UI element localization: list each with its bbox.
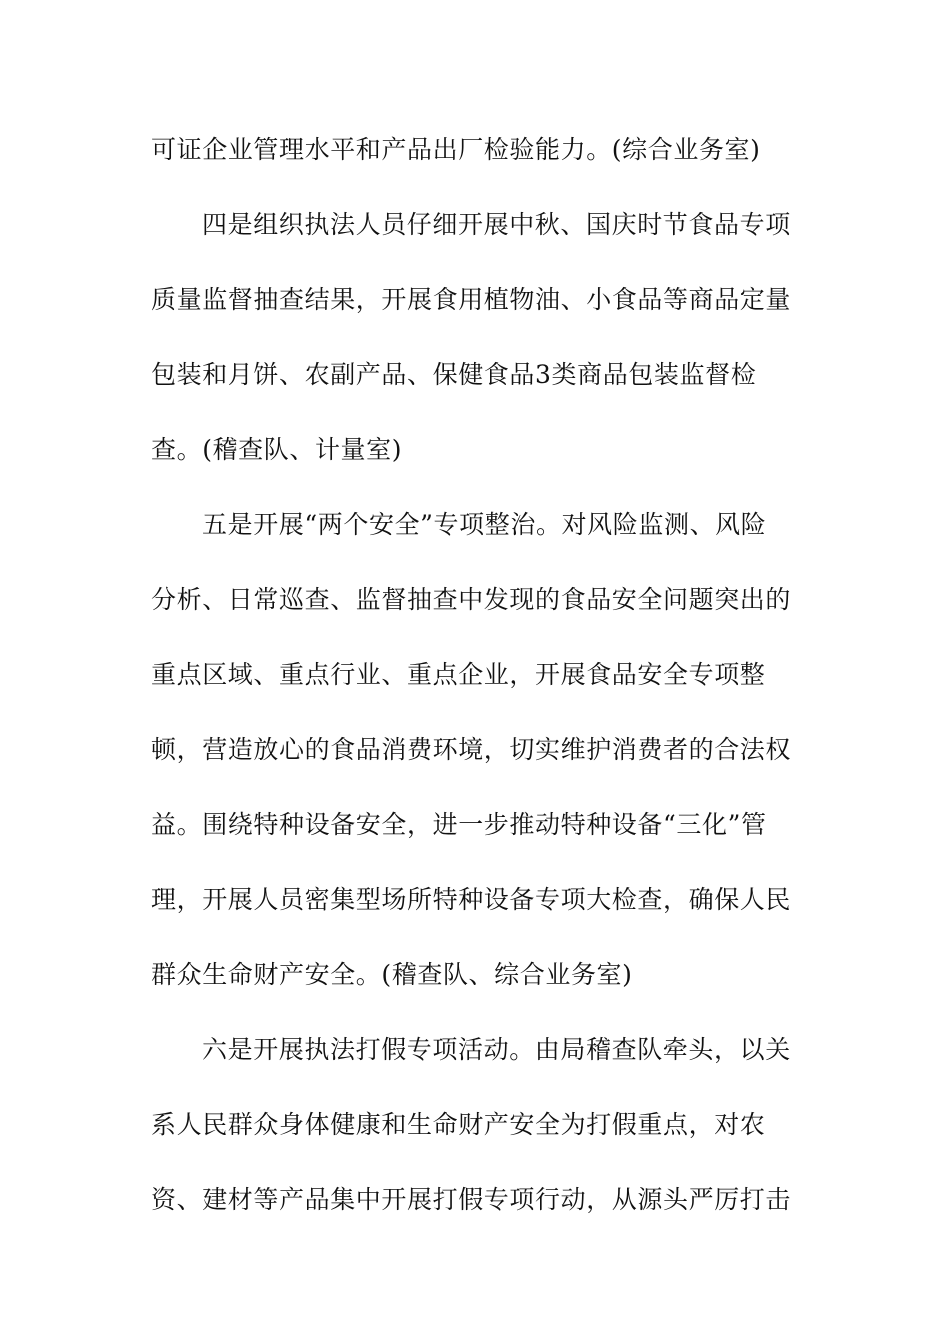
paragraph-start-line: 五是开展“两个安全”专项整治。对风险监测、风险 (202, 510, 767, 539)
text-line: 群众生命财产安全。(稽查队、综合业务室) (151, 960, 633, 989)
text-line: 资、建材等产品集中开展打假专项行动，从源头严厉打击 (151, 1185, 792, 1214)
text-line: 系人民群众身体健康和生命财产安全为打假重点，对农 (151, 1110, 766, 1139)
text-line: 分析、日常巡查、监督抽查中发现的食品安全问题突出的 (151, 585, 792, 614)
text-line: 顿，营造放心的食品消费环境，切实维护消费者的合法权 (151, 735, 792, 764)
text-line: 包装和月饼、农副产品、保健食品3类商品包装监督检 (151, 360, 757, 389)
text-line: 可证企业管理水平和产品出厂检验能力。(综合业务室) (151, 135, 761, 164)
text-line: 质量监督抽查结果，开展食用植物油、小食品等商品定量 (151, 285, 792, 314)
text-line: 理，开展人员密集型场所特种设备专项大检查，确保人民 (151, 885, 792, 914)
text-line: 益。围绕特种设备安全，进一步推动特种设备“三化”管 (151, 810, 767, 839)
text-line: 查。(稽查队、计量室) (151, 435, 403, 464)
text-line: 重点区域、重点行业、重点企业，开展食品安全专项整 (151, 660, 766, 689)
paragraph-start-line: 四是组织执法人员仔细开展中秋、国庆时节食品专项 (202, 210, 791, 239)
paragraph-start-line: 六是开展执法打假专项活动。由局稽查队牵头，以关 (202, 1035, 791, 1064)
